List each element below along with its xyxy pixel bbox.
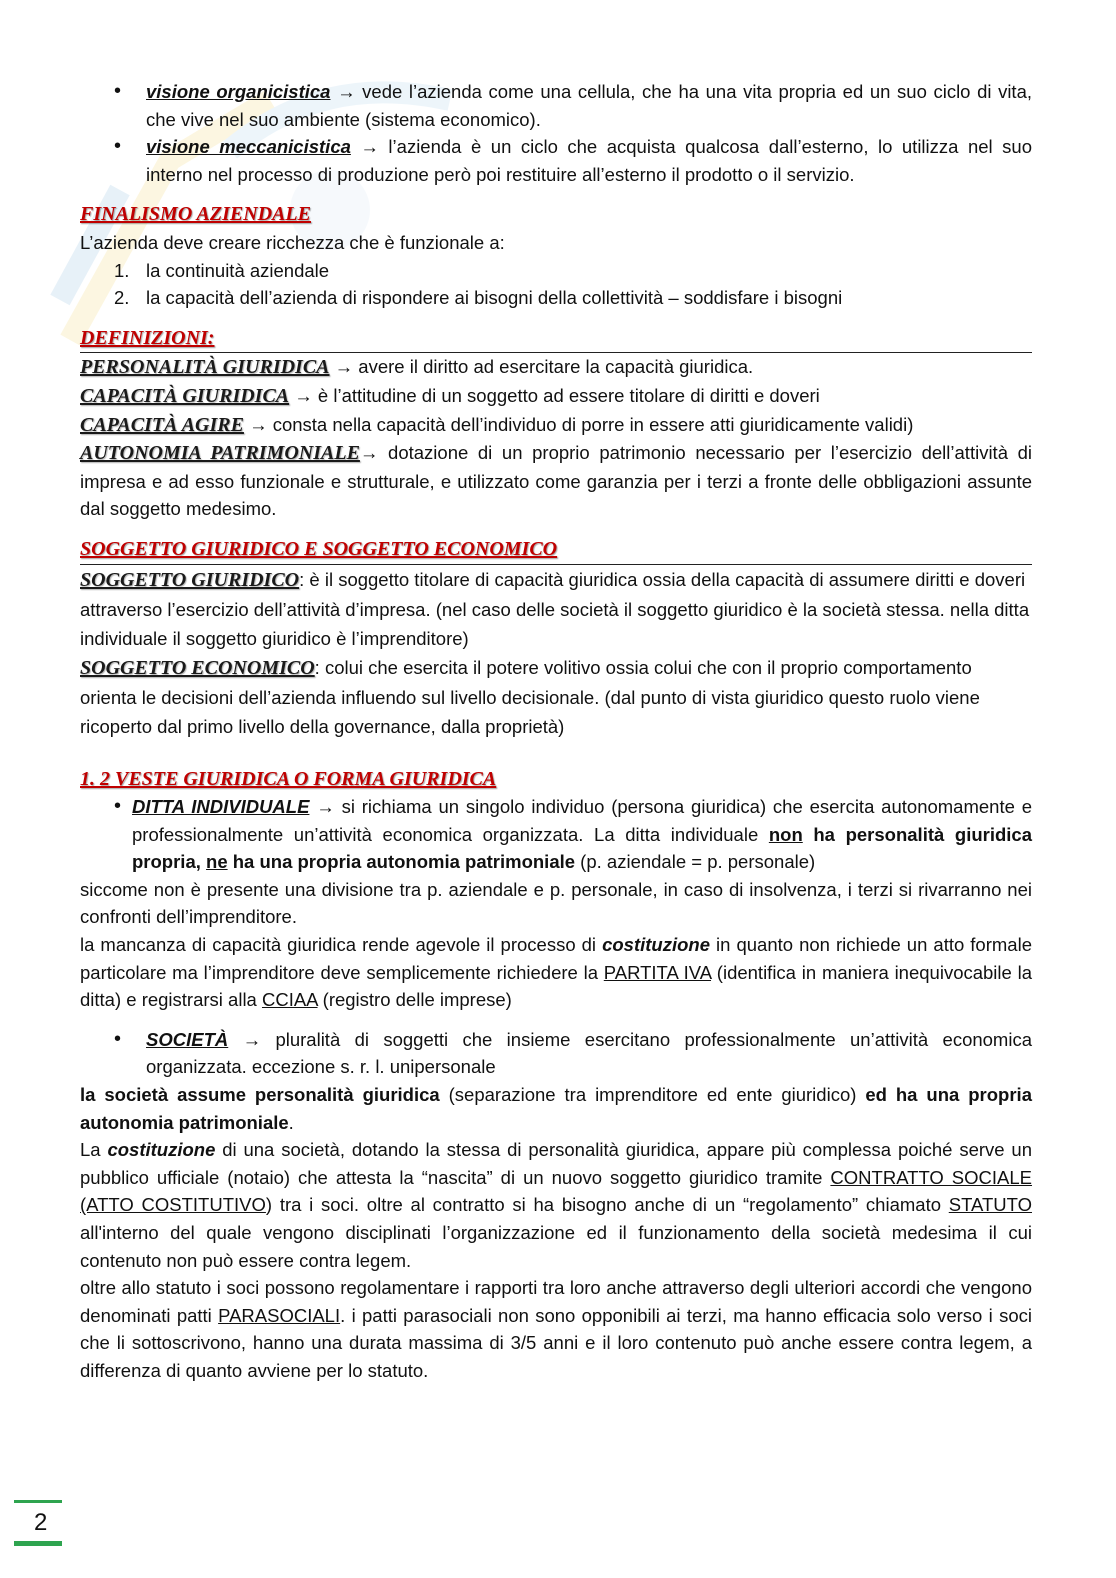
list-number: 1.: [114, 259, 130, 281]
term: CAPACITÀ AGIRE: [80, 413, 244, 436]
heading-definizioni: [80, 324, 1032, 354]
list-item: [80, 793, 1032, 876]
emphasis: ha una propria autonomia patrimoniale: [227, 851, 576, 873]
list-number: 2.: [114, 287, 130, 309]
term: PERSONALITÀ GIURIDICA: [80, 356, 330, 379]
list-item: [80, 78, 1032, 133]
heading-text: SOGGETTO GIURIDICO E SOGGETTO ECONOMICO: [80, 537, 558, 560]
emphasis: costituzione: [602, 934, 710, 956]
definition: : è il soggetto titolare di capacità giuridica ossia della capacità di assumere diritti e doveri attraverso l’esercizio dell’attività d’impresa. (nel caso delle società il soggetto giuridico è la società stessa. nella ditta individuale il soggetto giuridico è l’imprenditore): [80, 568, 1030, 649]
term: SOGGETTO ECONOMICO: [80, 656, 315, 679]
ditta-list: [80, 793, 1032, 876]
heading-text: FINALISMO AZIENDALE: [80, 203, 311, 226]
page-number-text: 2: [34, 1509, 48, 1536]
finalismo-intro: L’azienda deve creare ricchezza che è funzionale a:: [80, 231, 505, 253]
definition: : colui che esercita il potere volitivo ossia colui che con il proprio comportamento orienta le decisioni dell’azienda influendo sul livello decisionale. (dal punto di vista giuridico questo ruolo viene ricoperto dal primo livello della governance, dalla proprietà): [80, 656, 980, 737]
term: AUTONOMIA PATRIMONIALE: [80, 442, 360, 465]
soggetto-economico: [80, 653, 1032, 741]
list-item: [80, 284, 1032, 312]
term-visione-organicistica: visione organicistica: [146, 81, 331, 102]
document-body: [80, 78, 1032, 1385]
paragraph: oltre allo statuto i soci possono regolamentare i rapporti tra loro anche attraverso degli ulteriori accordi che vengono denominati patti PARASOCIALI. i patti parasociali non sono opponibili ai terzi, ma hanno efficacia solo verso i soci che li sottoscrivono, hanno una durata massima di 3/5 anni e il loro contenuto può anche essere contra legem, a differenza di quanto avviene per lo statuto.: [80, 1277, 1032, 1381]
ditta-text: → si richiama un singolo individuo (persona giuridica) che esercita autonomamente e professionalmente un’attività economica organizzata. La ditta individuale: [132, 796, 1032, 845]
list-item: [80, 1026, 1032, 1081]
list-item: [80, 257, 1032, 285]
paragraph: la mancanza di capacità giuridica rende agevole il processo di costituzione in quanto non richiede un atto formale particolare ma l’imprenditore deve semplicemente richiedere la PARTITA IVA (identifica in maniera inequivocabile la ditta) e registrarsi alla CCIAA (registro delle imprese): [80, 934, 1032, 1011]
heading-veste: [80, 765, 1032, 794]
list-item-text: la continuità aziendale: [146, 259, 330, 281]
def-personalita: [80, 353, 1032, 382]
term-societa: SOCIETÀ: [146, 1028, 229, 1050]
definition: → dotazione di un proprio patrimonio necessario per l’esercizio dell’attività di impresa e ad esso funzionale e strutturale, e utilizzato come garanzia per i terzi a fronte delle obbligazioni assunte dal soggetto medesimo.: [80, 442, 1033, 520]
term-visione-meccanicistica: visione meccanicistica: [146, 136, 351, 158]
definition: → è l’attitudine di un soggetto ad essere titolare di diritti e doveri: [289, 384, 820, 406]
vision-list: [80, 78, 1032, 188]
list-item-text: → l’azienda è un ciclo che acquista qualcosa dall’esterno, lo utilizza nel suo interno nel processo di produzione però poi restituire all’esterno il prodotto o il servizio.: [146, 136, 1032, 185]
link-text: CCIAA: [261, 989, 318, 1011]
finalismo-list: [80, 257, 1032, 312]
heading-finalismo: [80, 200, 1032, 229]
emphasis: ha personalità giuridica propria,: [132, 823, 1032, 873]
paragraph: siccome non è presente una divisione tra p. aziendale e p. personale, in caso di insolvenza, i terzi si rivarranno nei confronti dell’imprenditore.: [80, 878, 1032, 928]
definition: → consta nella capacità dell’individuo di porre in essere atti giuridicamente validi): [243, 413, 914, 435]
ditta-text: (p. aziendale = p. personale): [575, 851, 816, 873]
list-item: [80, 133, 1032, 188]
emphasis: ne: [206, 851, 228, 873]
emphasis: costituzione: [107, 1139, 216, 1161]
link-text: PARTITA IVA: [603, 961, 712, 983]
def-capacita-agire: [80, 411, 1032, 440]
link-text: CONTRATTO SOCIALE (ATTO COSTITUTIVO: [80, 1166, 1033, 1216]
societa-list: [80, 1026, 1032, 1081]
page-number: [14, 1500, 64, 1546]
link-text: STATUTO: [948, 1194, 1032, 1216]
link-text: PARASOCIALI: [218, 1304, 341, 1326]
def-autonomia: [80, 439, 1032, 523]
term: SOGGETTO GIURIDICO: [80, 568, 300, 591]
heading-soggetto: [80, 535, 1032, 565]
term-ditta-individuale: DITTA INDIVIDUALE: [132, 796, 310, 818]
emphasis: non: [768, 823, 803, 845]
list-item-text: → vede l’azienda come una cellula, che ha una vita propria ed un suo ciclo di vita, che vive nel suo ambiente (sistema economico).: [146, 81, 1032, 130]
paragraph: la società assume personalità giuridica (separazione tra imprenditore ed ente giuridico) ed ha una propria autonomia patrimoniale.: [80, 1084, 1032, 1133]
definition: → avere il diritto ad esercitare la capacità giuridica.: [334, 356, 754, 378]
emphasis: la società assume personalità giuridica: [80, 1084, 440, 1106]
heading-text: 1. 2 VESTE GIURIDICA O FORMA GIURIDICA: [80, 767, 497, 790]
term: CAPACITÀ GIURIDICA: [80, 384, 290, 407]
societa-text: → pluralità di soggetti che insieme esercitano professionalmente un’attività economica organizzata. eccezione s. r. l. unipersonale: [146, 1028, 1032, 1078]
heading-text: DEFINIZIONI:: [80, 326, 215, 349]
soggetto-giuridico: [80, 565, 1032, 653]
def-capacita-giuridica: [80, 382, 1032, 411]
paragraph: La costituzione di una società, dotando la stessa di personalità giuridica, appare più complessa poiché serve un pubblico ufficiale (notaio) che attesta la “nascita” di un nuovo soggetto giuridico tramite CONTRATTO SOCIALE (ATTO COSTITUTIVO) tra i soci. oltre al contratto si ha bisogno anche di un “regolamento” chiamato STATUTO all'interno del quale vengono disciplinati l’organizzazione ed il funzionamento della società medesima il cui contenuto non può essere contra legem.: [80, 1139, 1033, 1271]
list-item-text: la capacità dell’azienda di rispondere ai bisogni della collettività – soddisfare i bisogni: [146, 287, 843, 309]
emphasis: ed ha una propria autonomia patrimoniale: [80, 1084, 1032, 1133]
